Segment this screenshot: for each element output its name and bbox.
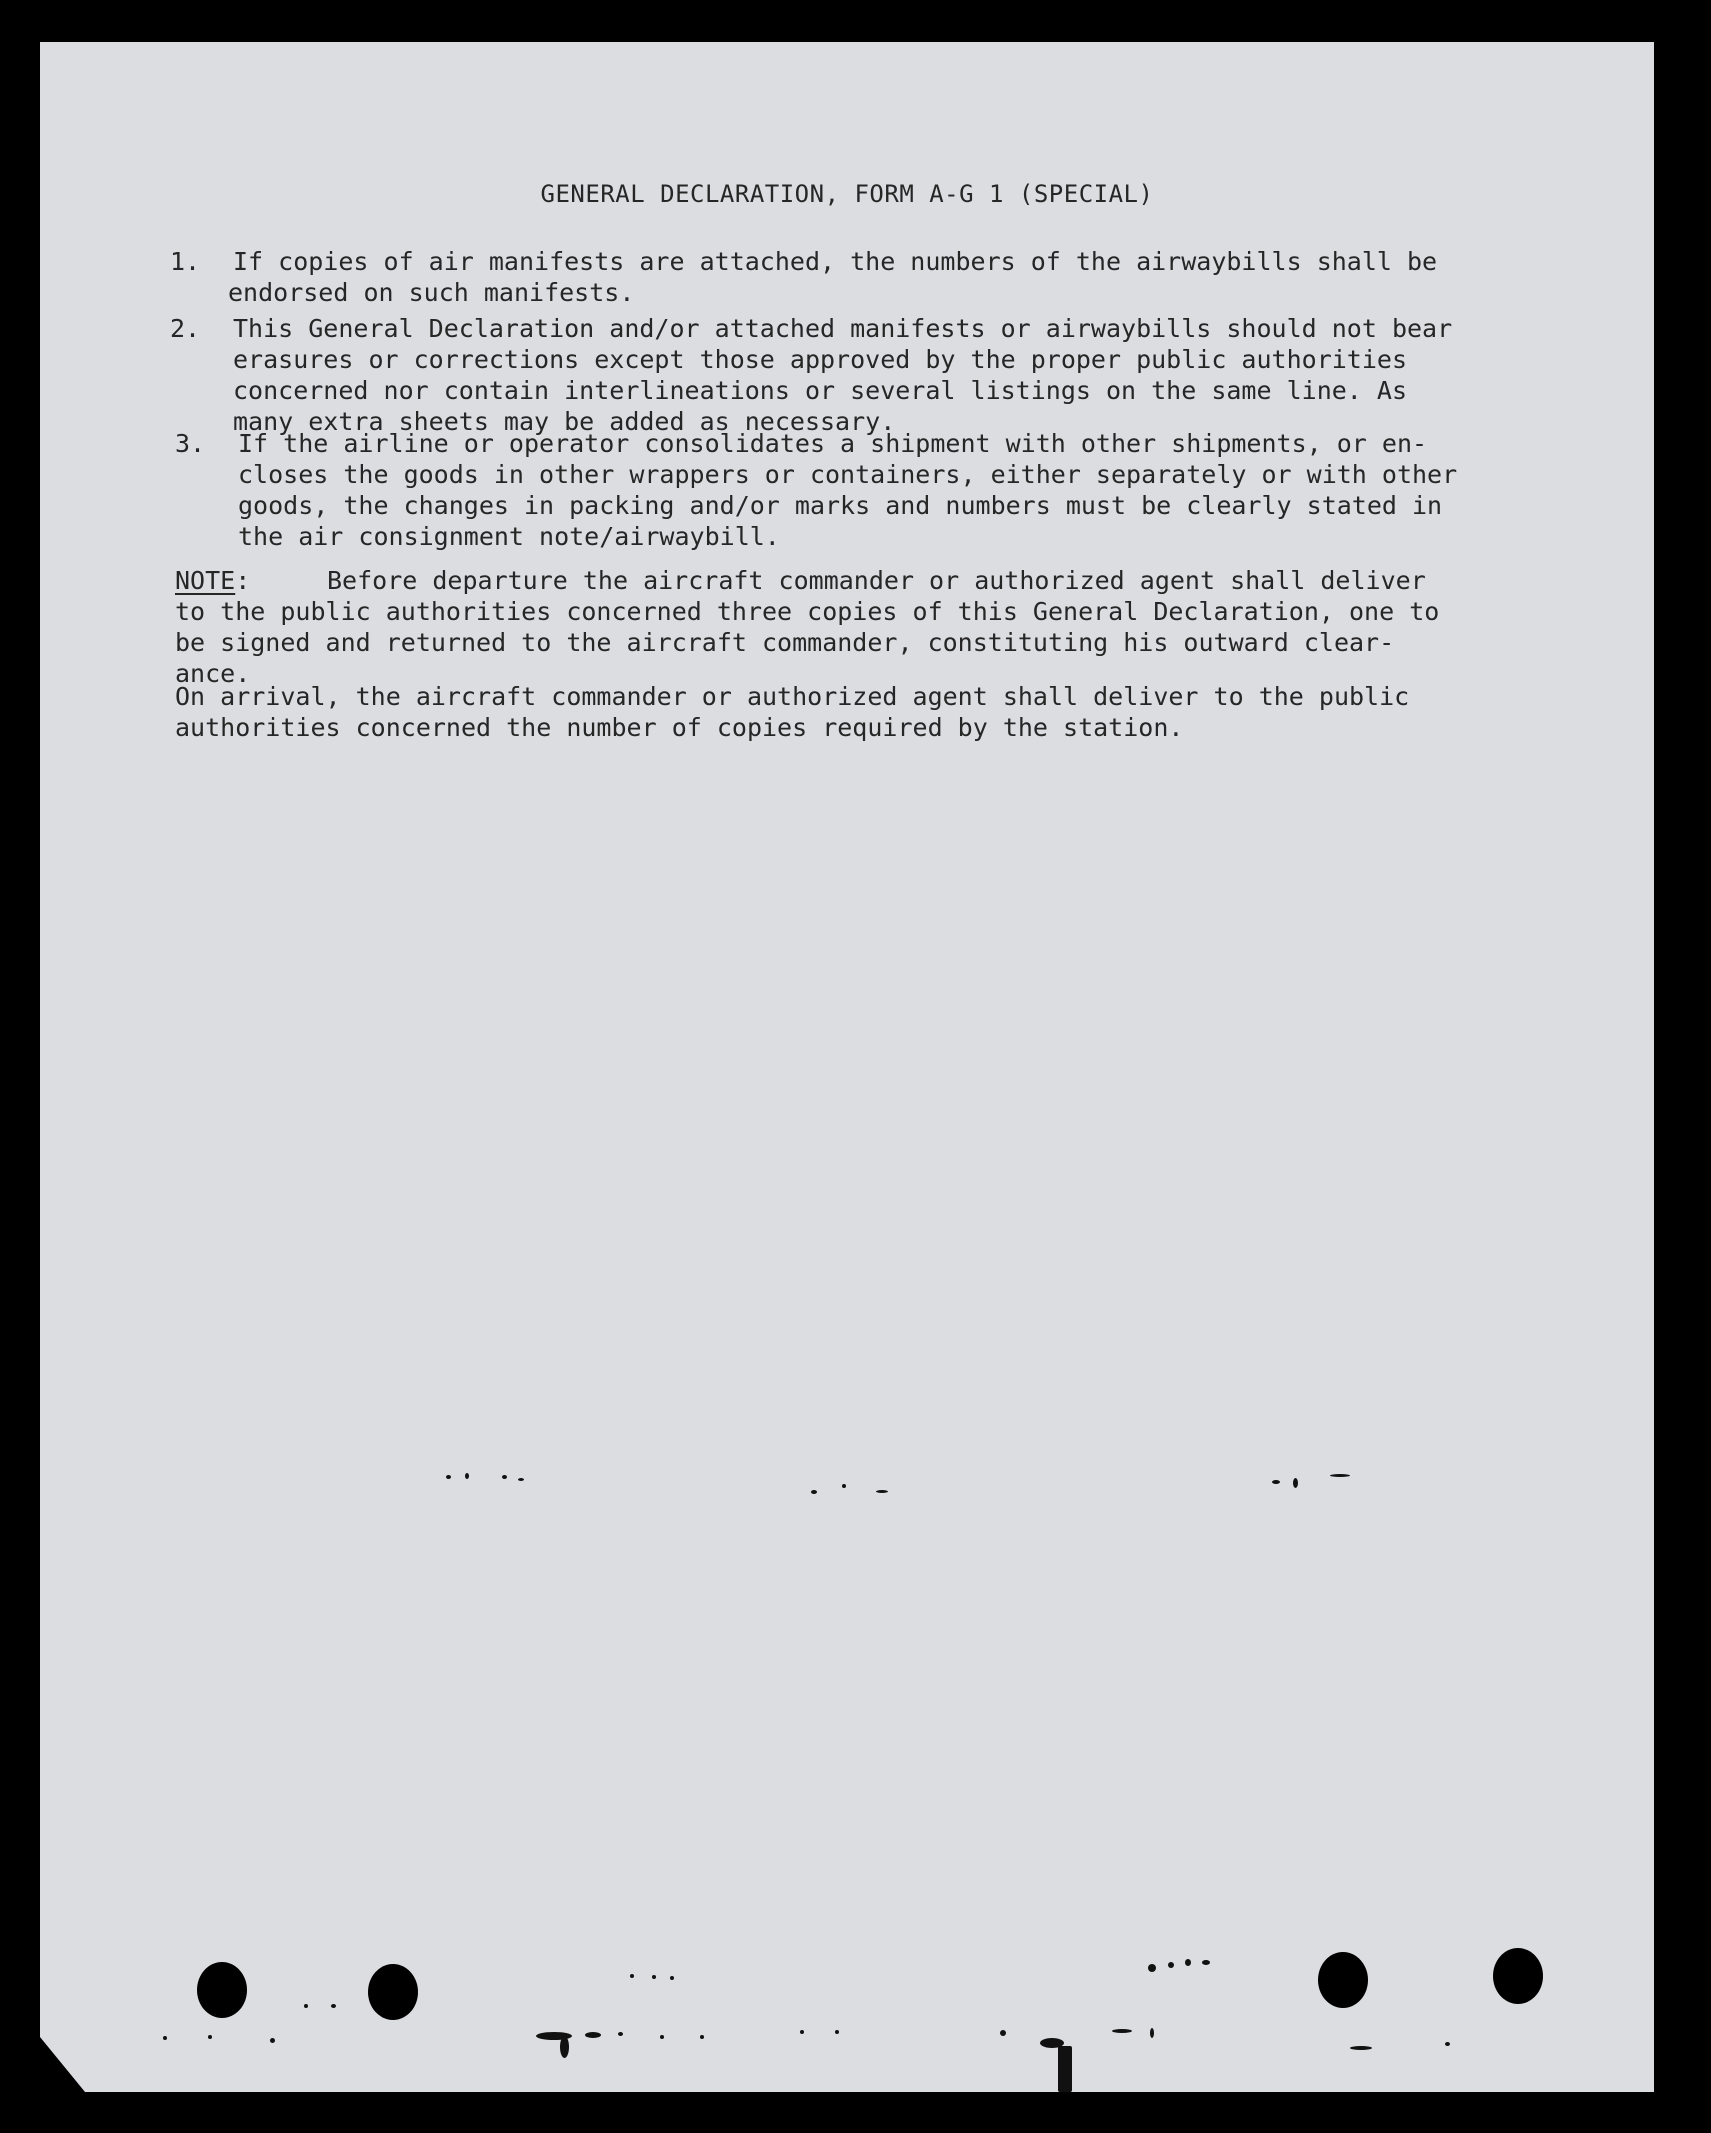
scan-speck	[1202, 1960, 1210, 1965]
scan-speck	[1168, 1962, 1174, 1968]
scan-speck	[1445, 2042, 1450, 2046]
note-text-line: Before departure the aircraft commander or authorized agent shall deliver	[327, 566, 1426, 595]
note-text-line: ance.	[175, 659, 251, 688]
scan-speck	[630, 1974, 634, 1978]
punch-hole	[197, 1962, 247, 2018]
item-text-line: many extra sheets may be added as necessary.	[233, 407, 896, 436]
scan-speck	[1350, 2046, 1372, 2050]
scan-speck	[652, 1975, 656, 1979]
scan-speck	[835, 2030, 839, 2034]
punch-hole	[1318, 1952, 1368, 2008]
scan-speck	[1000, 2030, 1006, 2036]
scan-speck	[1330, 1474, 1350, 1477]
document-title: GENERAL DECLARATION, FORM A-G 1 (SPECIAL)	[540, 180, 1154, 208]
scan-speck	[465, 1473, 469, 1479]
note-colon: :	[235, 566, 251, 595]
torn-corner	[40, 2037, 85, 2092]
scan-speck	[331, 2004, 336, 2008]
scan-speck	[1272, 1480, 1280, 1484]
item-text-line: If copies of air manifests are attached, the numbers of the airwaybills shall be	[233, 247, 1438, 276]
scan-speck	[208, 2035, 212, 2039]
arrival-text-line: On arrival, the aircraft commander or authorized agent shall deliver to the public	[175, 682, 1410, 711]
scan-speck	[163, 2036, 167, 2040]
item-text-line: endorsed on such manifests.	[228, 278, 635, 307]
scan-speck	[304, 2004, 308, 2008]
note-first-line	[175, 566, 250, 595]
scan-speck	[270, 2038, 275, 2043]
scan-speck	[518, 1478, 524, 1481]
scan-speck	[618, 2032, 623, 2036]
scan-speck	[560, 2036, 569, 2058]
item-text-line: erasures or corrections except those approved by the proper public authorities	[233, 345, 1407, 374]
scan-speck	[660, 2035, 664, 2039]
item-number: 1.	[170, 247, 201, 276]
scan-speck	[876, 1490, 888, 1493]
scan-speck	[1185, 1959, 1191, 1966]
item-text-line: concerned nor contain interlineations or several listings on the same line. As	[233, 376, 1407, 405]
scan-speck	[446, 1475, 451, 1479]
item-text-line: If the airline or operator consolidates a shipment with other shipments, or en-	[238, 429, 1428, 458]
scan-speck	[700, 2035, 704, 2039]
scan-speck	[800, 2030, 804, 2034]
item-text-line: This General Declaration and/or attached manifests or airwaybills should not bear	[233, 314, 1453, 343]
scan-speck	[811, 1490, 817, 1494]
note-text-line: to the public authorities concerned three copies of this General Declaration, one to	[175, 597, 1440, 626]
scan-speck	[670, 1976, 674, 1980]
punch-hole	[368, 1964, 418, 2020]
item-text-line: goods, the changes in packing and/or marks and numbers must be clearly stated in	[238, 491, 1443, 520]
punch-hole	[1493, 1948, 1543, 2004]
scan-speck	[1293, 1478, 1298, 1488]
item-text-line: the air consignment note/airwaybill.	[238, 522, 780, 551]
arrival-text-line: authorities concerned the number of copies required by the station.	[175, 713, 1184, 742]
item-text-line: closes the goods in other wrappers or containers, either separately or with other	[238, 460, 1458, 489]
scan-speck	[842, 1484, 846, 1488]
scan-speck	[1150, 2028, 1154, 2038]
scan-speck	[585, 2032, 601, 2038]
scan-speck	[1058, 2046, 1072, 2092]
scan-speck	[1148, 1964, 1156, 1972]
scan-speck	[502, 1475, 507, 1479]
document-page	[40, 42, 1654, 2092]
note-label: NOTE	[175, 566, 236, 595]
item-number: 2.	[170, 314, 201, 343]
note-text-line: be signed and returned to the aircraft commander, constituting his outward clear-	[175, 628, 1395, 657]
scan-speck	[1112, 2029, 1132, 2033]
item-number: 3.	[175, 429, 206, 458]
